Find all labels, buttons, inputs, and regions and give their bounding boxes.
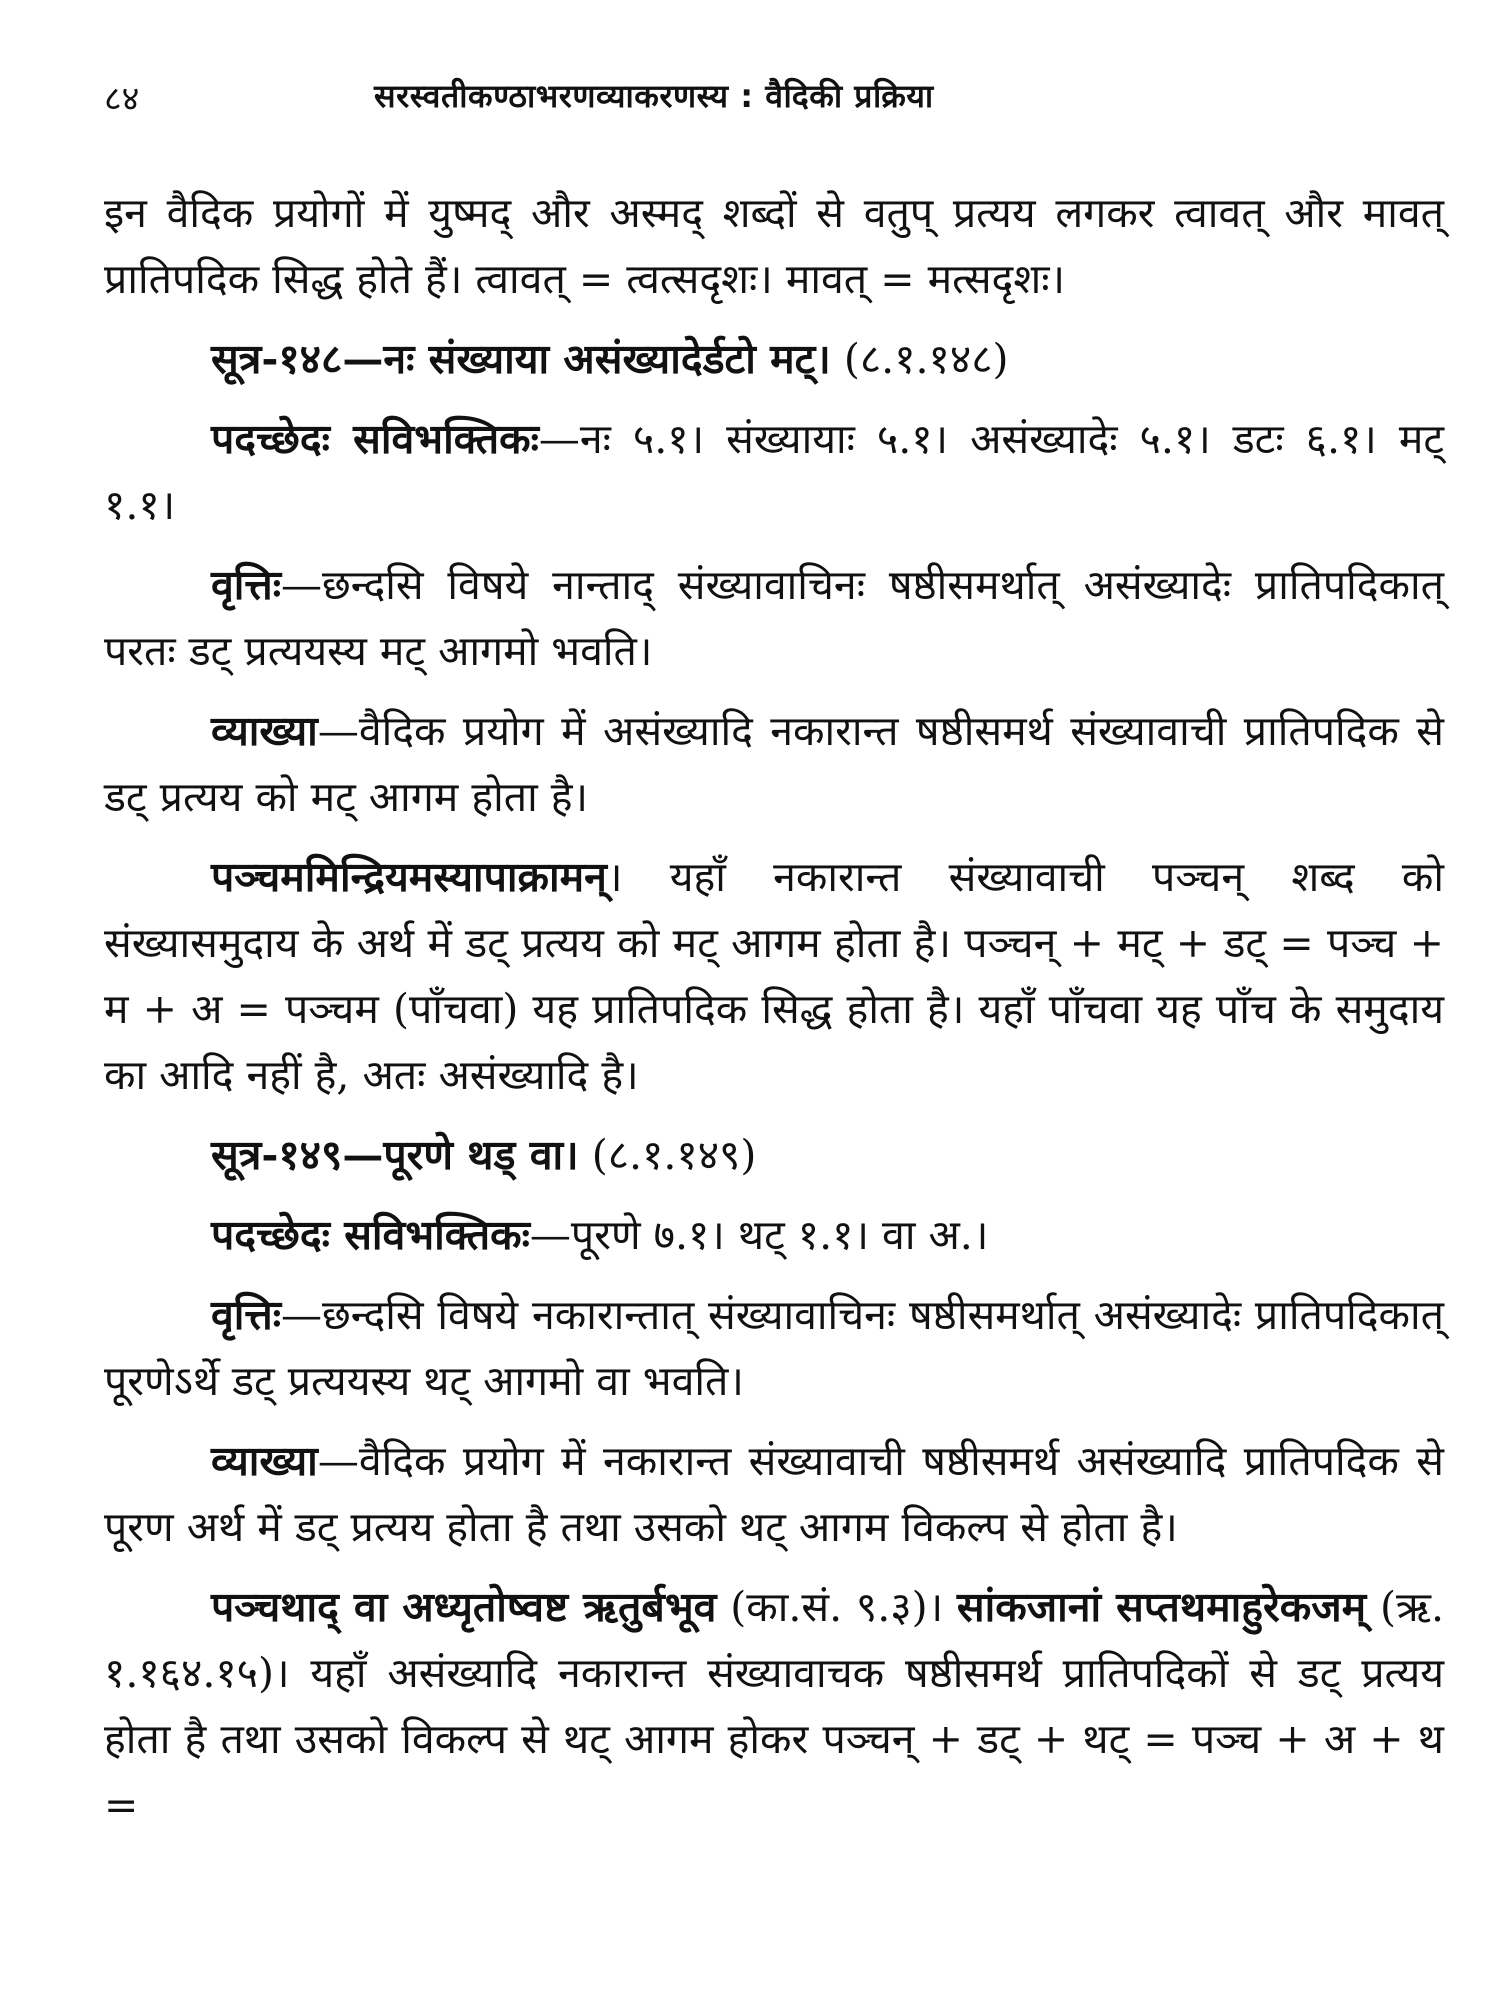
vyakhya-148-text: —वैदिक प्रयोग में असंख्यादि नकारान्त षष्ठीसमर्थ संख्यावाची प्रातिपदिक से डट् प्रत्यय को मट् आगम होता है। bbox=[104, 707, 1444, 821]
vritti-148-label: वृत्तिः bbox=[211, 561, 282, 609]
sutra-148-heading bbox=[104, 326, 1444, 392]
sutra-149-ref: (८.१.१४९) bbox=[578, 1131, 757, 1179]
example-148 bbox=[104, 844, 1444, 1108]
vritti-148 bbox=[104, 552, 1444, 684]
padaccheda-148-label: पदच्छेदः सविभक्तिकः bbox=[211, 415, 539, 463]
padaccheda-148 bbox=[104, 406, 1444, 538]
padaccheda-149 bbox=[104, 1202, 1444, 1268]
page-body bbox=[104, 180, 1444, 1852]
sutra-149-title: सूत्र-१४९—पूरणे थड् वा। bbox=[211, 1131, 579, 1179]
vritti-148-text: —छन्दसि विषये नान्ताद् संख्यावाचिनः षष्ठीसमर्थात् असंख्यादेः प्रातिपदिकात् परतः डट् प्रत्ययस्य मट् आगमो भवति। bbox=[104, 561, 1444, 675]
running-title: सरस्वतीकण्ठाभरणव्याकरणस्य : वैदिकी प्रक्रिया bbox=[374, 77, 934, 115]
vyakhya-149 bbox=[104, 1428, 1444, 1560]
vritti-149-label: वृत्तिः bbox=[211, 1291, 282, 1339]
vritti-149 bbox=[104, 1282, 1444, 1414]
example-149-ref-1: (का.सं. ९.३)। bbox=[716, 1583, 957, 1631]
book-page bbox=[104, 70, 1444, 1970]
sutra-148-ref: (८.१.१४८) bbox=[830, 335, 1009, 383]
example-149-quote-1: पञ्चथाद् वा अध्यृतोष्वष्ट ऋतुर्बभूव bbox=[211, 1583, 717, 1631]
example-149-quote-2: सांकजानां सप्तथमाहुरेकजम् bbox=[956, 1583, 1367, 1631]
vyakhya-149-text: —वैदिक प्रयोग में नकारान्त संख्यावाची षष्ठीसमर्थ असंख्यादि प्रातिपदिक से पूरण अर्थ में डट् प्रत्यय होता है तथा उसको थट् आगम विकल्प से होता है। bbox=[104, 1437, 1444, 1551]
vritti-149-text: —छन्दसि विषये नकारान्तात् संख्यावाचिनः षष्ठीसमर्थात् असंख्यादेः प्रातिपदिकात् पूरणेऽर्थे डट् प्रत्ययस्य थट् आगमो वा भवति। bbox=[104, 1291, 1444, 1405]
sutra-149-heading bbox=[104, 1122, 1444, 1188]
sutra-148-title: सूत्र-१४८—नः संख्याया असंख्यादेर्डटो मट्। bbox=[211, 335, 831, 383]
example-149-text: (ऋ. १.१६४.१५)। यहाँ असंख्यादि नकारान्त संख्यावाचक षष्ठीसमर्थ प्रातिपदिकों से डट् प्रत्यय होता है तथा उसको विकल्प से थट् आगम होकर पञ्चन् + डट् + थट् = पञ्च + अ + थ = bbox=[104, 1583, 1444, 1829]
vyakhya-148-label: व्याख्या bbox=[211, 707, 318, 755]
padaccheda-149-text: —पूरणे ७.१। थट् १.१। वा अ.। bbox=[529, 1211, 989, 1259]
page-header bbox=[104, 70, 1444, 130]
vyakhya-148 bbox=[104, 698, 1444, 830]
example-148-quote: पञ्चममिन्द्रियमस्यापाक्रामन् bbox=[211, 853, 607, 901]
intro-text: इन वैदिक प्रयोगों में युष्मद् और अस्मद् शब्दों से वतुप् प्रत्यय लगकर त्वावत् और मावत् प्रातिपदिक सिद्ध होते हैं। त्वावत् = त्वत्सदृशः। मावत् = मत्सदृशः। bbox=[104, 189, 1444, 303]
padaccheda-148-text: —नः ५.१। संख्यायाः ५.१। असंख्यादेः ५.१। डटः ६.१। मट् १.१। bbox=[104, 415, 1445, 529]
example-148-text: । यहाँ नकारान्त संख्यावाची पञ्चन् शब्द को संख्यासमुदाय के अर्थ में डट् प्रत्यय को मट् आगम होता है। पञ्चन् + मट् + डट् = पञ्च + म + अ = पञ्चम (पाँचवा) यह प्रातिपदिक सिद्ध होता है। यहाँ पाँचवा यह पाँच के समुदाय का आदि नहीं है, अतः असंख्यादि है। bbox=[104, 853, 1444, 1099]
example-149 bbox=[104, 1574, 1444, 1838]
page-number: ८४ bbox=[104, 79, 140, 119]
padaccheda-149-label: पदच्छेदः सविभक्तिकः bbox=[211, 1211, 530, 1259]
intro-paragraph bbox=[104, 180, 1444, 312]
vyakhya-149-label: व्याख्या bbox=[211, 1437, 318, 1485]
